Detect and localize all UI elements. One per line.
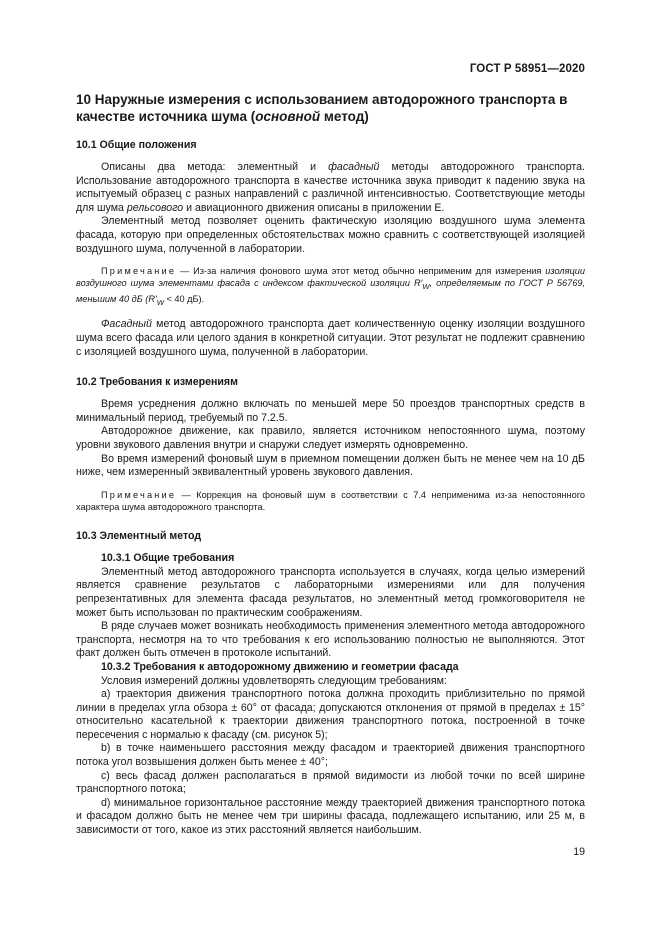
note-label: Примечание: [101, 266, 177, 277]
paragraph-10-2-2: Автодорожное движение, как правило, является источником непостоянного шума, поэтому уровни звукового давления внутри и снаружи следует измерять одновременно.: [76, 425, 585, 451]
section-title-italic: основной: [255, 109, 321, 124]
note-10-1: Примечание — Из-за наличия фонового шума этот метод обычно неприменим для измерения изоляции воздушного шума элементами фасада с индексом фактической изоляции $R'_W$, определяемым по ГОСТ Р 56769, меньшим 40 дБ ($R'_W < 40$ дБ).: [76, 266, 586, 308]
subsection-10-1-heading: 10.1 Общие положения: [76, 139, 197, 151]
note-10-2: Примечание — Коррекция на фоновый шум в соответствии с 7.4 неприменима из-за непостоянного характера шума автодорожного транспорта.: [76, 489, 585, 512]
subsection-10-3-heading: 10.3 Элементный метод: [76, 530, 202, 543]
subsection-10-2-heading: 10.2 Требования к измерениям: [76, 376, 238, 389]
paragraph-10-2-3: Во время измерений фоновый шум в приемном помещении должен быть не менее чем на 10 дБ ниже, чем измеренный эквивалентный уровень звукового давления.: [76, 452, 585, 479]
note-label: Примечание: [101, 489, 177, 500]
standard-code: ГОСТ Р 58951—2020: [469, 63, 585, 75]
subsection-10-3-2-heading: 10.3.2 Требования к автодорожному движению и геометрии фасада: [101, 660, 459, 673]
subsection-10-3-1-heading: 10.3.1 Общие требования: [101, 552, 235, 565]
paragraph-10-3-1-2: В ряде случаев может возникать необходимость применения элементного метода автодорожного транспорта, несмотря на то что требования к его использованию полностью не выполняются. Этот факт должен быть отмечен в протоколе испытаний.: [76, 620, 585, 660]
list-item-d: d) минимальное горизонтальное расстояние между траекторией движения транспортного потока и фасадом должно быть не менее чем три ширины фасада, подлежащего испытанию, или 25 м, в зависимости от того, какое из этих расстояний является наибольшим.: [76, 796, 585, 837]
paragraph-10-3-2-intro: Условия измерений должны удовлетворять следующим требованиям:: [101, 674, 447, 687]
page-number: 19: [573, 846, 585, 858]
rw-symbol: $R'_W$: [413, 278, 430, 292]
paragraph-10-2-1: Время усреднения должно включать по меньшей мере 50 проездов транспортных средств в минимальный период, требуемый по 7.2.5.: [76, 398, 585, 424]
rw-symbol: $R'_W$: [148, 294, 164, 308]
list-item-c: c) весь фасад должен располагаться в прямой видимости из любой точки по всей ширине транспортного потока;: [76, 769, 585, 796]
paragraph-10-1-2: Элементный метод позволяет оценить фактическую изоляцию воздушного шума элемента фасада, которую при определенных обстоятельствах можно сравнить с соответствующей изоляцией воздушного шума, полученной в лаборатории.: [76, 215, 585, 255]
page-content: [76, 91, 585, 838]
list-item-b: b) в точке наименьшего расстояния между фасадом и траекторией движения транспортного потока угол возвышения должен быть менее ± 40°;: [76, 742, 585, 769]
paragraph-10-1-1: Описаны два метода: элементный и фасадный методы автодорожного транспорта. Использование автодорожного транспорта в качестве источника звука приводит к падению звука на испытуемый образец с разных направлений с различной интенсивностью. Соответствующие методы для шума рельсового и авиационного движения описаны в приложении Е.: [76, 161, 585, 214]
section-title: 10 Наружные измерения с использованием автодорожного транспорта в качестве источника шума (основной метод): [76, 92, 568, 124]
paragraph-10-3-1-1: Элементный метод автодорожного транспорта используется в случаях, когда целью измерений является сравнение результатов с лабораторными измерениями или для получения репрезентативных для элемента фасада результатов, но элементный метод громкоговорителя не может быть использован по практическим соображениям.: [76, 565, 585, 619]
list-item-a: а) траектория движения транспортного потока должна проходить приблизительно по прямой линии в пределах угла обзора ± 60° от фасада; допускаются отклонения от прямой в пределах ± 15° относительно касательной к траектории движения транспортного потока, построенной в точке пересечения с нормалью к фасаду (см. рисунок 5);: [76, 688, 585, 741]
paragraph-10-1-3: Фасадный метод автодорожного транспорта дает количественную оценку изоляции воздушного шума всего фасада или целого здания в конкретной ситуации. Этот результат не подлежит сравнению с изоляцией воздушного шума, полученной в лаборатории.: [76, 318, 585, 358]
